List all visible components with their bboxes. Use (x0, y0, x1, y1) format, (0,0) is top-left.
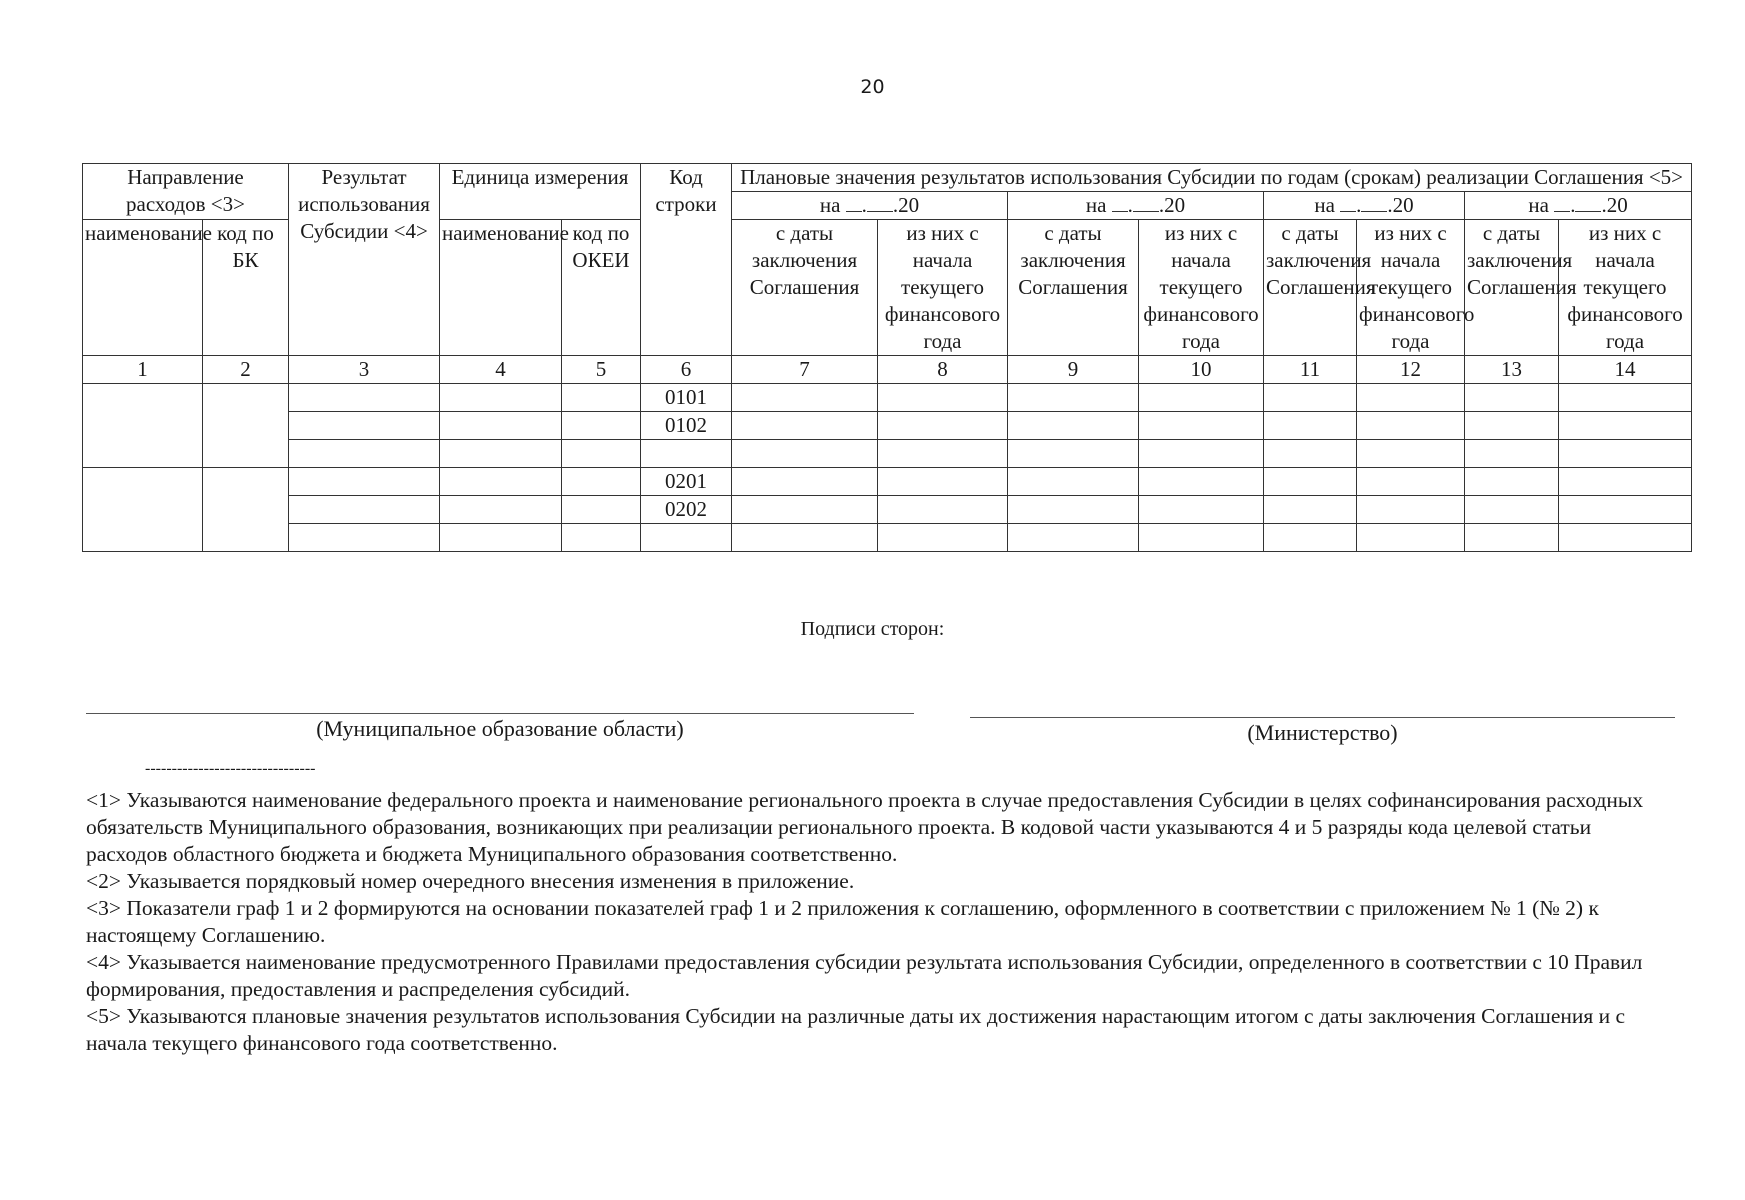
header-from-agreement: с даты заключения Соглашения (1264, 220, 1357, 356)
header-direction-name: наименование (83, 220, 203, 356)
row-code-cell: 0202 (641, 496, 732, 524)
header-planned-values: Плановые значения результатов использования Субсидии по годам (срокам) реализации Соглашения <5> (732, 164, 1692, 192)
header-unit: Единица измерения (440, 164, 641, 220)
direction-name-cell (83, 384, 203, 468)
column-number: 8 (878, 356, 1008, 384)
column-number: 7 (732, 356, 878, 384)
header-from-fiscal-year: из них с начала текущего финансового года (1559, 220, 1692, 356)
left-signature-label: (Муниципальное образование области) (316, 716, 684, 741)
row-code-cell (641, 440, 732, 468)
table-row (83, 412, 1692, 440)
column-number: 11 (1264, 356, 1357, 384)
header-from-fiscal-year: из них с начала текущего финансового года (1357, 220, 1465, 356)
left-signature-line (86, 713, 914, 714)
column-number: 3 (289, 356, 440, 384)
header-row-code: Код строки (641, 164, 732, 356)
planned-values-table (82, 163, 1692, 552)
column-number: 4 (440, 356, 562, 384)
column-number: 5 (562, 356, 641, 384)
right-signature-label: (Министерство) (1247, 720, 1398, 745)
year-header-1: на . .20 (732, 192, 1008, 220)
column-number: 1 (83, 356, 203, 384)
year-header-2: на . .20 (1008, 192, 1264, 220)
footnote-1: <1> Указываются наименование федерального проекта и наименование регионального проекта в случае предоставления Субсидии в целях софинансирования расходных обязательств Муниципального образования, возникающих при реализации регионального проекта. В кодовой части указываются 4 и 5 разряды кода целевой статьи расходов областного бюджета и бюджета Муниципального образования соответственно. (86, 788, 1644, 866)
table-row (83, 384, 1692, 412)
year-header-4: на . .20 (1465, 192, 1692, 220)
header-result: Результат использования Субсидии <4> (289, 164, 440, 356)
row-code-cell (641, 524, 732, 552)
table-row (83, 468, 1692, 496)
column-number: 10 (1139, 356, 1264, 384)
column-number-row (83, 356, 1692, 384)
header-direction: Направление расходов <3> (83, 164, 289, 220)
year-header-3: на . .20 (1264, 192, 1465, 220)
column-number: 12 (1357, 356, 1465, 384)
row-code-cell: 0101 (641, 384, 732, 412)
row-code-cell: 0201 (641, 468, 732, 496)
table-row (83, 440, 1692, 468)
kbk-code-cell (203, 384, 289, 468)
right-signature-line (970, 717, 1675, 718)
header-unit-name: наименование (440, 220, 562, 356)
footnote-5: <5> Указываются плановые значения результатов использования Субсидии на различные даты их достижения нарастающим итогом с даты заключения Соглашения и с начала текущего финансового года соответственно. (86, 1004, 1626, 1055)
column-number: 6 (641, 356, 732, 384)
direction-name-cell (83, 468, 203, 552)
column-number: 14 (1559, 356, 1692, 384)
footnote-2: <2> Указывается порядковый номер очередного внесения изменения в приложение. (86, 869, 855, 893)
footnote-separator: -------------------------------- (145, 760, 316, 777)
header-kbk-code: код по БК (203, 220, 289, 356)
footnote-4: <4> Указывается наименование предусмотренного Правилами предоставления субсидии результата использования Субсидии, определенного в соответствии с 10 Правил формирования, предоставления и распределения субсидий. (86, 950, 1643, 1001)
column-number: 9 (1008, 356, 1139, 384)
footnotes (86, 787, 1666, 1057)
column-number: 13 (1465, 356, 1559, 384)
footnote-3: <3> Показатели граф 1 и 2 формируются на основании показателей граф 1 и 2 приложения к соглашению, оформленного в соответствии с приложением № 1 (№ 2) к настоящему Соглашению. (86, 896, 1599, 947)
column-number: 2 (203, 356, 289, 384)
header-from-agreement: с даты заключения Соглашения (1008, 220, 1139, 356)
header-from-agreement: с даты заключения Соглашения (732, 220, 878, 356)
header-from-fiscal-year: из них с начала текущего финансового года (1139, 220, 1264, 356)
header-from-agreement: с даты заключения Соглашения (1465, 220, 1559, 356)
signatures-title: Подписи сторон: (800, 618, 945, 640)
page-number: 20 (860, 76, 885, 98)
table-row (83, 524, 1692, 552)
header-from-fiscal-year: из них с начала текущего финансового года (878, 220, 1008, 356)
header-okei-code: код по ОКЕИ (562, 220, 641, 356)
table-row (83, 496, 1692, 524)
kbk-code-cell (203, 468, 289, 552)
row-code-cell: 0102 (641, 412, 732, 440)
